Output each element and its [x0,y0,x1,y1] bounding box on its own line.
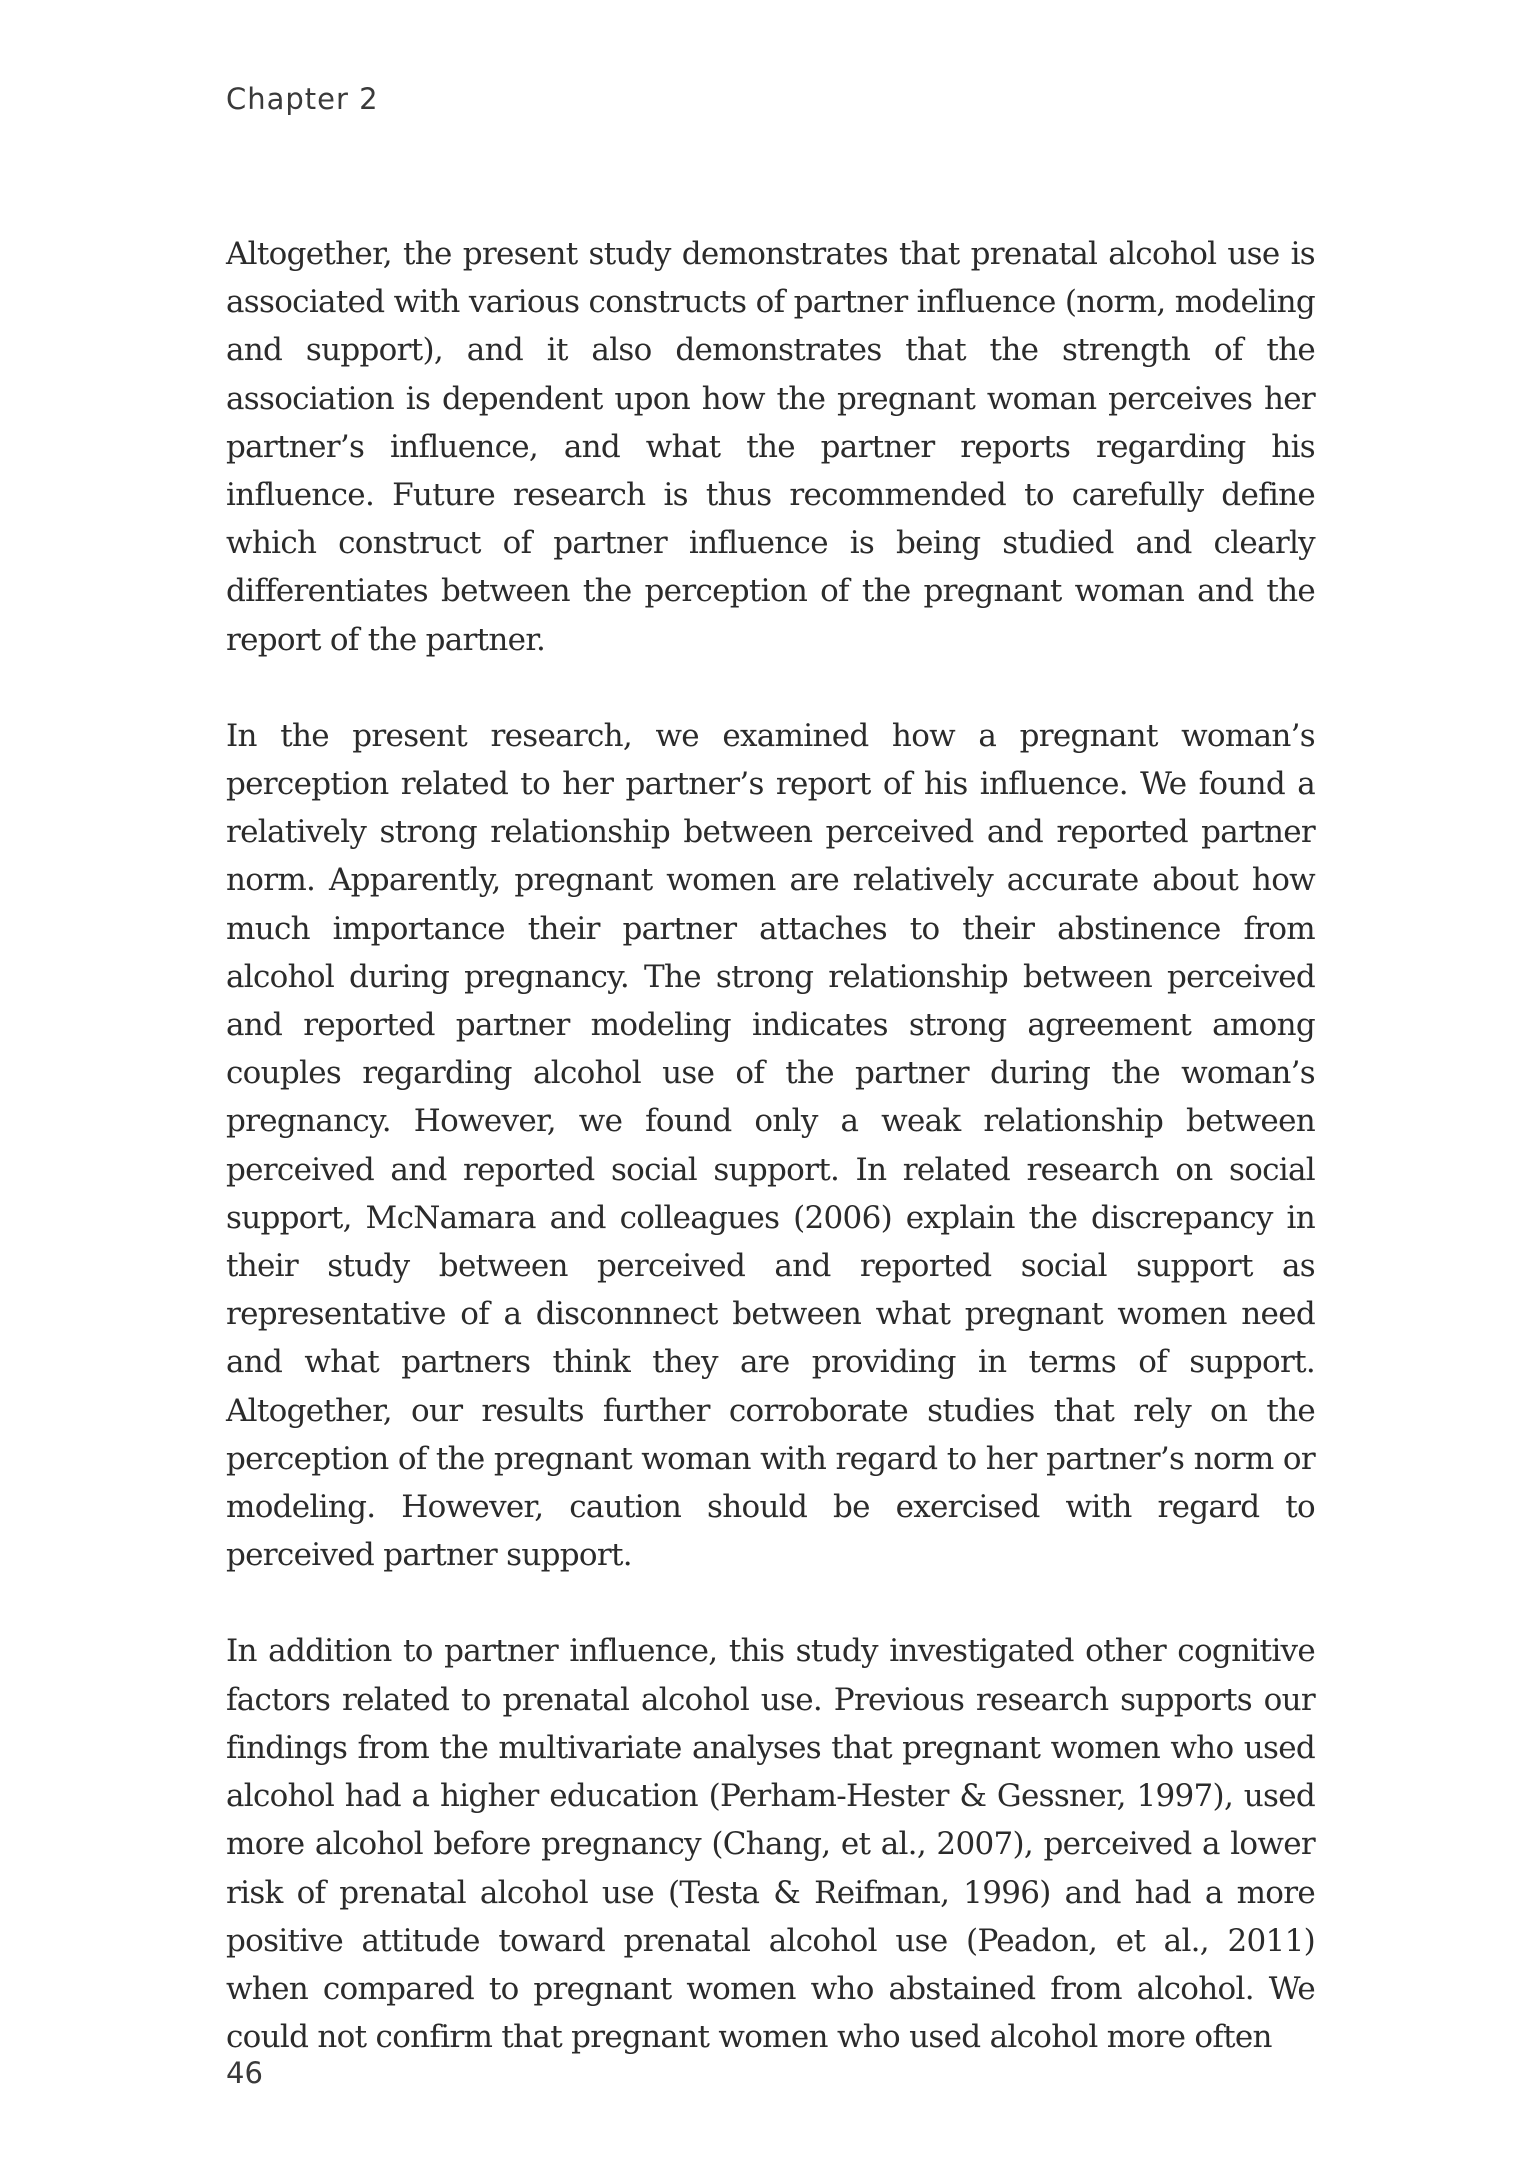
paragraph-3: In addition to partner influence, this study investigated other cognitive factors related to prenatal alcohol use. Previous research supports our findings from the multivariate analyses that pregnant women who used alcohol had a higher education (Perham-Hester & Gessner, 1997), used more alcohol before pregnancy (Chang, et al., 2007), perceived a lower risk of prenatal alcohol use (Testa & Reifman, 1996) and had a more positive attitude toward prenatal alcohol use (Peadon, et al., 2011) when compared to pregnant women who abstained from alcohol. We could not confirm that pregnant women who used alcohol more often [226,1633,1315,2056]
running-header: Chapter 2 [226,82,379,116]
body-text [226,230,1315,2109]
paragraph-2: In the present research, we examined how a pregnant woman’s perception related to her partner’s report of his influence. We found a relatively strong relationship between perceived and reported partner norm. Apparently, pregnant women are relatively accurate about how much importance their partner attaches to their abstinence from alcohol during pregnancy. The strong relationship between perceived and reported partner modeling indicates strong agreement among couples regarding alcohol use of the partner during the woman’s pregnancy. However, we found only a weak relationship between perceived and reported social support. In related research on social support, McNamara and colleagues (2006) explain the discrepancy in their study between perceived and reported social support as representative of a disconnnect between what pregnant women need and what partners think they are providing in terms of support. Altogether, our results further corroborate studies that rely on the perception of the pregnant woman with regard to her partner’s norm or modeling. However, caution should be exercised with regard to perceived partner support. [226,717,1315,1574]
paragraph-1: Altogether, the present study demonstrates that prenatal alcohol use is associated with various constructs of partner influence (norm, modeling and support), and it also demonstrates that the strength of the association is dependent upon how the pregnant woman perceives her partner’s influence, and what the partner reports regarding his influence. Future research is thus recommended to carefully define which construct of partner influence is being studied and clearly differentiates between the perception of the pregnant woman and the report of the partner. [226,236,1315,658]
page-number: 46 [226,2056,263,2090]
